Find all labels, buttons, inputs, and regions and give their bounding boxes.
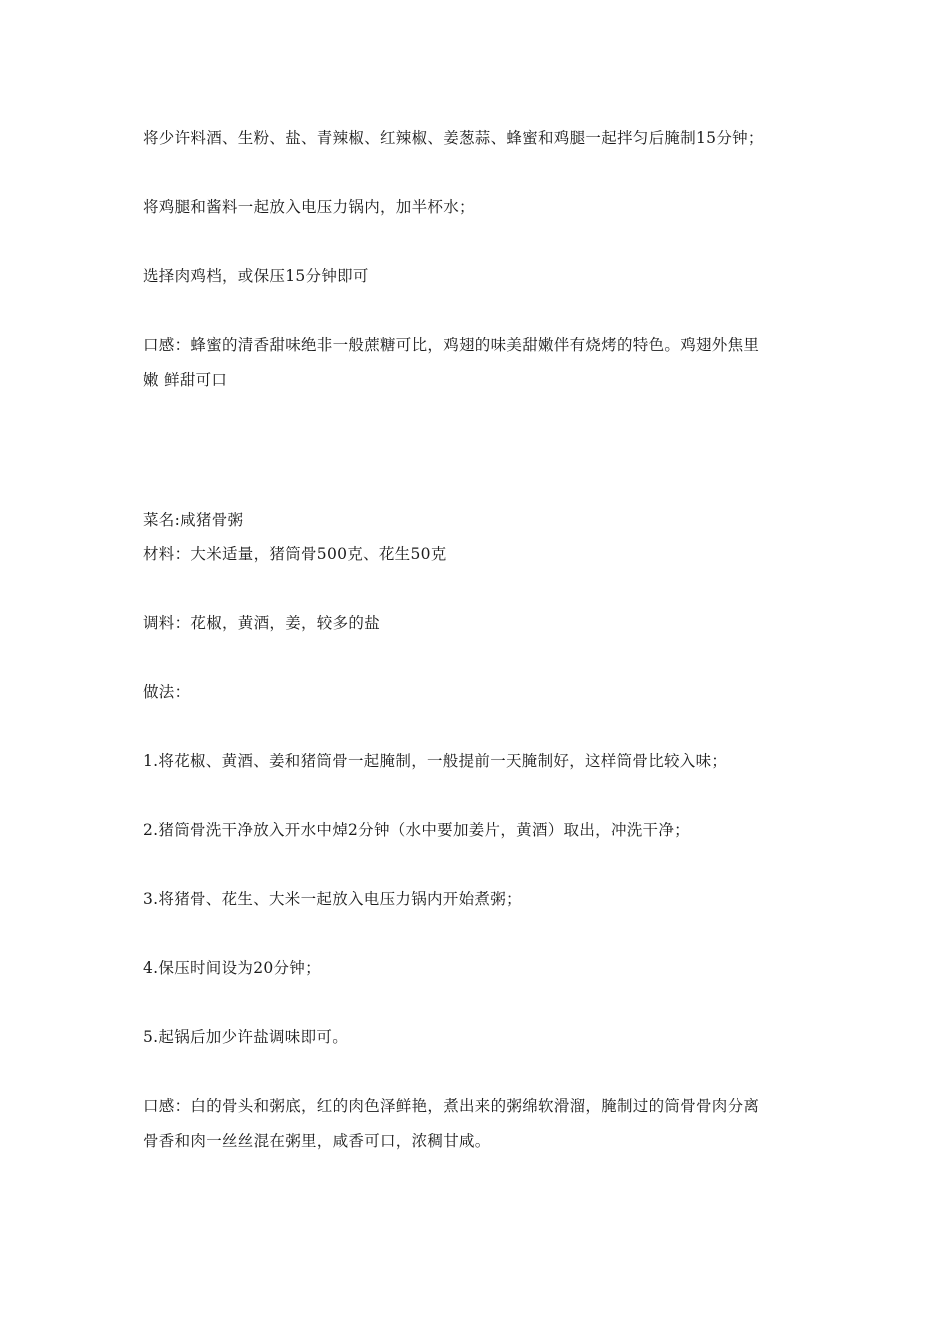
- recipe-two-method-heading: 做法：: [143, 683, 191, 701]
- recipe-two-seasoning: 调料：花椒，黄酒，姜，较多的盐: [143, 614, 381, 632]
- recipe-one-taste-line-1: 口感：蜂蜜的清香甜味绝非一般蔗糖可比，鸡翅的味美甜嫩伴有烧烤的特色。鸡翅外焦里: [143, 336, 760, 354]
- recipe-two-step: 5.起锅后加少许盐调味即可。: [143, 1028, 348, 1046]
- recipe-one-step-cook: 将鸡腿和酱料一起放入电压力锅内，加半杯水；: [143, 198, 475, 216]
- recipe-two-taste-line-2: 骨香和肉一丝丝混在粥里，咸香可口，浓稠甘咸。: [143, 1132, 491, 1150]
- recipe-two-title: 菜名:咸猪骨粥: [143, 511, 244, 529]
- recipe-one-step-setting: 选择肉鸡档，或保压15分钟即可: [143, 267, 369, 285]
- recipe-two-step: 3.将猪骨、花生、大米一起放入电压力锅内开始煮粥；: [143, 890, 522, 908]
- recipe-one-taste-line-2: 嫩 鲜甜可口: [143, 371, 228, 389]
- recipe-one-step-marinate: 将少许料酒、生粉、盐、青辣椒、红辣椒、姜葱蒜、蜂蜜和鸡腿一起拌匀后腌制15分钟；: [143, 129, 764, 147]
- recipe-two-step: 4.保压时间设为20分钟；: [143, 959, 321, 977]
- recipe-two-step: 2.猪筒骨洗干净放入开水中焯2分钟（水中要加姜片，黄酒）取出，冲洗干净；: [143, 821, 690, 839]
- recipe-two-step: 1.将花椒、黄酒、姜和猪筒骨一起腌制，一般提前一天腌制好，这样筒骨比较入味；: [143, 752, 728, 770]
- recipe-two-taste-line-1: 口感：白的骨头和粥底，红的肉色泽鲜艳，煮出来的粥绵软滑溜，腌制过的筒骨骨肉分离: [143, 1097, 760, 1115]
- recipe-two-materials: 材料：大米适量，猪筒骨500克、花生50克: [143, 545, 447, 563]
